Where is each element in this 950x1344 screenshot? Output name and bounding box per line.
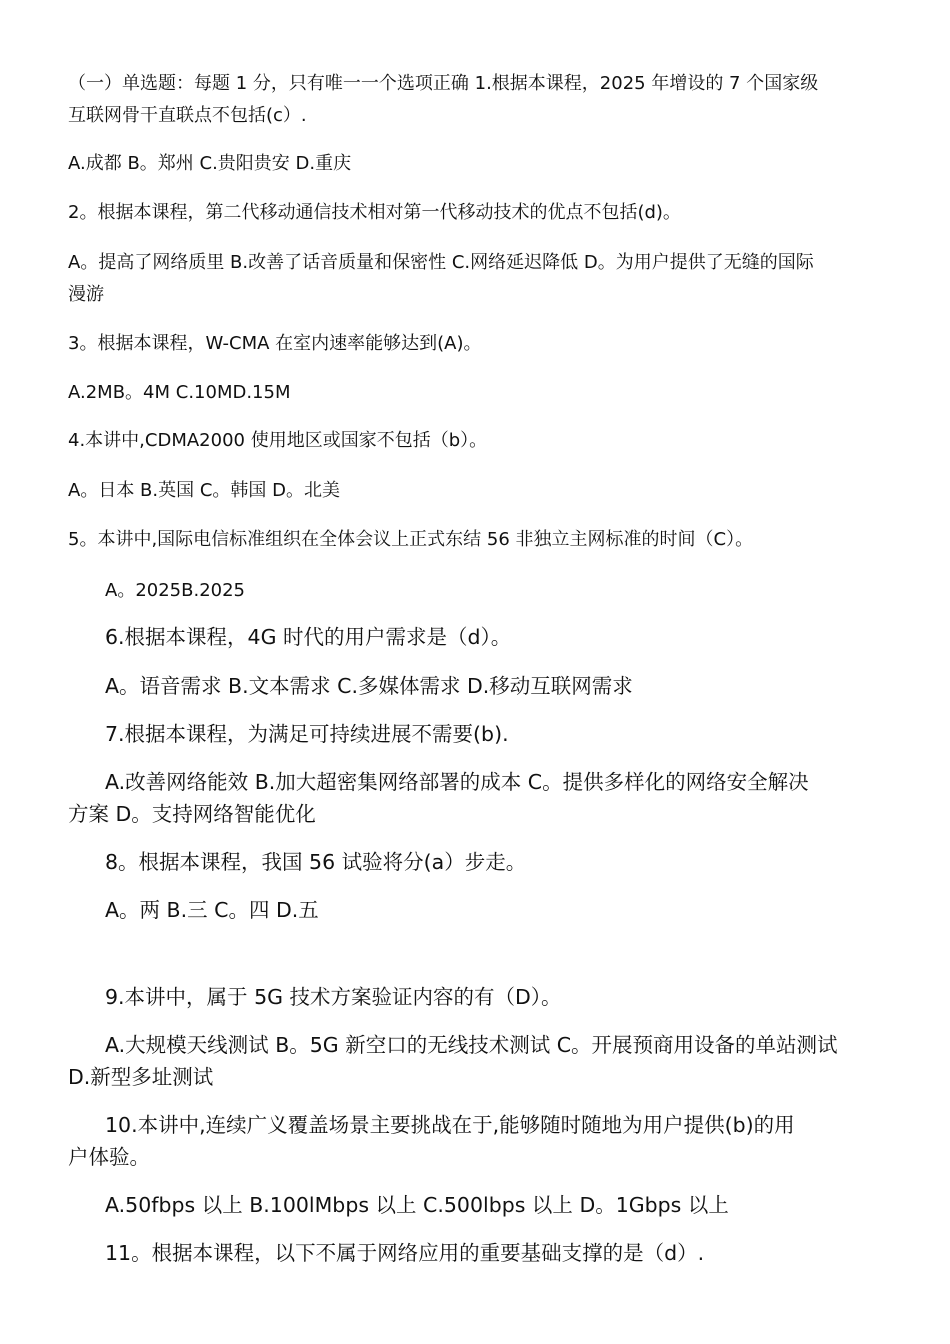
question-10-stem-line-1: 10.本讲中,连续广义覆盖场景主要挑战在于,能够随时随地为用户提供(b)的用	[105, 1113, 795, 1137]
question-3-options: A.2MB。4M C.10MD.15M	[68, 382, 291, 403]
question-5-options: A。2025B.2025	[105, 580, 246, 601]
question-7-options-line-1: A.改善网络能效 B.加大超密集网络部署的成本 C。提供多样化的网络安全解决	[105, 770, 809, 794]
question-6-options: A。语音需求 B.文本需求 C.多媒体需求 D.移动互联网需求	[105, 674, 633, 698]
question-2-options-line-1: A。提高了网络质里 B.改善了话音质量和保密性 C.网络延迟降低 D。为用户提供了无缝的国际	[68, 252, 814, 273]
question-1-options: A.成都 B。郑州 C.贵阳贵安 D.重庆	[68, 153, 352, 174]
question-9-options-line-1: A.大规模天线测试 B。5G 新空口的无线技术测试 C。开展预商用设备的单站测试	[105, 1033, 838, 1057]
question-11-stem: 11。根据本课程，以下不属于网络应用的重要基础支撑的是（d）.	[105, 1241, 705, 1265]
question-2-options-line-2: 漫游	[68, 284, 104, 305]
question-1-stem-line-1: （一）单选题：每题 1 分，只有唯一一个选项正确 1.根据本课程，2025 年增设的 7 个国家级	[68, 73, 819, 94]
question-10-stem-line-2: 户体验。	[68, 1145, 150, 1169]
question-4-stem: 4.本讲中,CDMA2000 使用地区或国家不包括（b）。	[68, 430, 488, 451]
question-9-stem: 9.本讲中，属于 5G 技术方案验证内容的有（D）。	[105, 985, 562, 1009]
question-5-stem: 5。本讲中,国际电信标准组织在全体会议上正式东结 56 非独立主网标准的时间（C）。	[68, 529, 754, 550]
question-1-stem-line-2: 互联网骨干直联点不包括(c）.	[68, 105, 307, 126]
question-7-stem: 7.根据本课程，为满足可持续进展不需要(b).	[105, 722, 509, 746]
question-4-options: A。日本 B.英国 C。韩国 D。北美	[68, 480, 340, 501]
question-8-stem: 8。根据本课程，我国 56 试验将分(a）步走。	[105, 850, 527, 874]
question-7-options-line-2: 方案 D。支持网络智能优化	[68, 802, 316, 826]
question-10-options: A.50fbps 以上 B.100lMbps 以上 C.500lbps 以上 D。1Gbps 以上	[105, 1193, 729, 1217]
question-8-options: A。两 B.三 C。四 D.五	[105, 898, 319, 922]
question-3-stem: 3。根据本课程，W-CMA 在室内速率能够达到(A)。	[68, 333, 482, 354]
question-9-options-line-2: D.新型多址测试	[68, 1065, 214, 1089]
question-2-stem: 2。根据本课程，第二代移动通信技术相对第一代移动技术的优点不包括(d)。	[68, 202, 681, 223]
question-6-stem: 6.根据本课程，4G 时代的用户需求是（d）。	[105, 625, 512, 649]
